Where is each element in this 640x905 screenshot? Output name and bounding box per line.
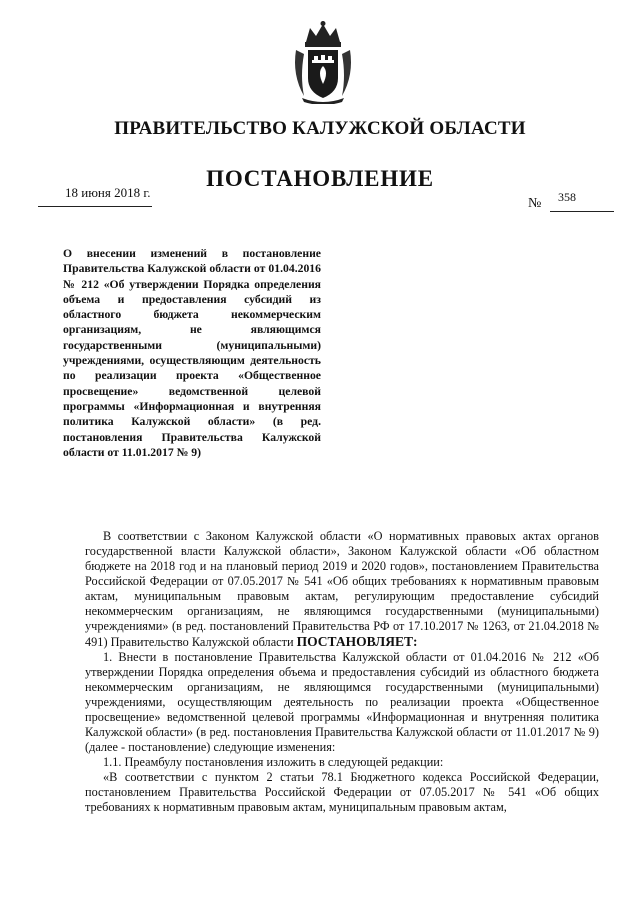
decree-word: ПОСТАНОВЛЯЕТ: (296, 634, 418, 649)
decree-number (528, 190, 614, 212)
decree-body (85, 529, 599, 815)
preamble-text: В соответствии с Законом Калужской области «О нормативных правовых актах органов государственной власти Калужской области», Законом Калужской области «Об областном бюджете на 2018 год и на плановый период 2019 и 2020 годов», постановлением Правительства Российской Федерации от 07.05.2017 № 541 «Об общих требованиях к нормативным правовым актам, муниципальным правовым актам, регулирующим предоставление субсидий некоммерческим организациям, не являющимся государственными (муниципальными) учреждениями» (в ред. постановлений Правительства РФ от 17.10.2017 № 1263, от 21.04.2018 № 491) Правительство Калужской области (85, 529, 599, 649)
item-1-1-paragraph: 1.1. Преамбулу постановления изложить в следующей редакции: (103, 755, 444, 769)
number-value: 358 (558, 190, 576, 204)
date-underline (38, 206, 152, 207)
item-1-paragraph: 1. Внести в постановление Правительства Калужской области от 01.04.2016 № 212 «Об утверждении Порядка определения объема и предоставления субсидий из областного бюджета некоммерческим организациям, не являющимся государственными (муниципальными) учреждениями, осуществляющим деятельность по реализации проекта «Общественное просвещение» ведомственной целевой программы «Информационная и внутренняя политика Калужской области» (в ред. постановления Правительства Калужской области от 11.01.2017 № 9) (далее - постановление) следующие изменения: (85, 650, 599, 754)
decree-date: 18 июня 2018 г. (65, 185, 151, 200)
kaluga-coat-of-arms-icon (292, 20, 354, 104)
government-name: ПРАВИТЕЛЬСТВО КАЛУЖСКОЙ ОБЛАСТИ (114, 118, 526, 139)
document-type: ПОСТАНОВЛЕНИЕ (206, 166, 434, 191)
decree-title: О внесении изменений в постановление Правительства Калужской области от 01.04.2016 № 212 «Об утверждении Порядка определения объема и предоставления субсидий из областного бюджета некоммерческим организациям, не являющимся государственными (муниципальными) учреждениями, осуществляющим деятельность по реализации проекта «Общественное просвещение» ведомственной целевой программы «Информационная и внутренняя политика Калужской области» (в ред. постановления Правительства Калужской области от 11.01.2017 № 9) (63, 247, 321, 459)
preamble-paragraph (85, 529, 599, 650)
quote-paragraph: «В соответствии с пунктом 2 статьи 78.1 Бюджетного кодекса Российской Федерации, постановлением Правительства Российской Федерации от 07.05.2017 № 541 «Об общих требованиях к нормативным правовым актам, муниципальным правовым актам, (85, 770, 599, 814)
number-underline (550, 211, 614, 212)
number-sign: № (528, 196, 542, 211)
